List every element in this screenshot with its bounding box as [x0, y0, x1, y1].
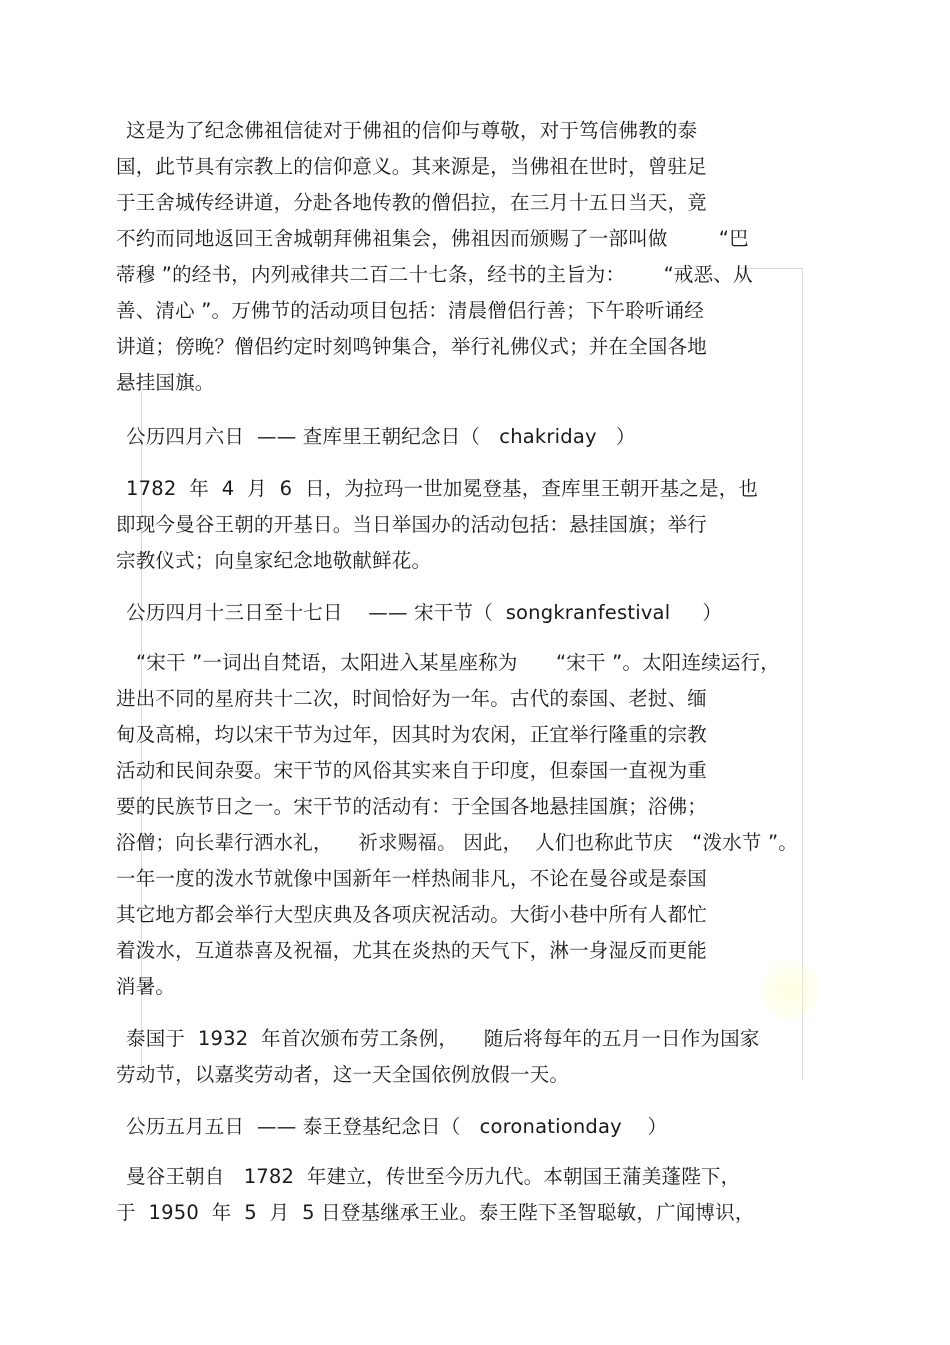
- light-glow: [760, 960, 820, 1020]
- text-line: 要的民族节日之一。宋干节的活动有：于全国各地悬挂国旗；浴佛；: [116, 795, 708, 818]
- text-line: 甸及高棉，均以宋干节为过年，因其时为农闲，正宜举行隆重的宗教: [116, 723, 708, 746]
- text-line: 劳动节，以嘉奖劳动者，这一天全国依例放假一天。: [116, 1063, 570, 1086]
- text-line: 讲道；傍晚？僧侣约定时刻鸣钟集合，举行礼佛仪式；并在全国各地: [116, 335, 708, 358]
- text-line: 国，此节具有宗教上的信仰意义。其来源是，当佛祖在世时，曾驻足: [116, 155, 708, 178]
- text-line: 于 1950 年 5 月 5 日登基继承王业。泰王陛下圣智聪敏，广闻博识，: [116, 1201, 755, 1224]
- text-line: 蒂穆 ”的经书，内列戒律共二百二十七条，经书的主旨为： “戒恶、从: [116, 263, 753, 286]
- text-line: 宗教仪式；向皇家纪念地敬献鲜花。: [116, 549, 432, 572]
- text-line: 1782 年 4 月 6 日，为拉玛一世加冕登基，查库里王朝开基之是，也: [126, 477, 759, 500]
- text-line: 不约而同地返回王舍城朝拜佛祖集会，佛祖因而颁赐了一部叫做 “巴: [116, 227, 749, 250]
- text-line: 浴僧；向长辈行洒水礼， 祈求赐福。 因此， 人们也称此节庆 “泼水节 ”。: [116, 831, 798, 854]
- text-line: 善、清心 ”。万佛节的活动项目包括：清晨僧侣行善；下午聆听诵经: [116, 299, 705, 322]
- text-line: 即现今曼谷王朝的开基日。当日举国办的活动包括：悬挂国旗；举行: [116, 513, 708, 536]
- text-line: 消暑。: [116, 975, 176, 998]
- text-line: 其它地方都会举行大型庆典及各项庆祝活动。大街小巷中所有人都忙: [116, 903, 708, 926]
- text-line: 泰国于 1932 年首次颁布劳工条例， 随后将每年的五月一日作为国家: [126, 1027, 760, 1050]
- section-heading: 公历四月十三日至十七日 —— 宋干节（ songkranfestival ）: [126, 601, 723, 624]
- text-line: 着泼水，互道恭喜及祝福，尤其在炎热的天气下，淋一身湿反而更能: [116, 939, 708, 962]
- frame-right-line: [802, 268, 803, 1080]
- text-line: 悬挂国旗。: [116, 371, 215, 394]
- text-line: 进出不同的星府共十二次，时间恰好为一年。古代的泰国、老挝、缅: [116, 687, 708, 710]
- text-line: 曼谷王朝自 1782 年建立，传世至今历九代。本朝国王蒲美蓬陛下，: [126, 1165, 741, 1188]
- text-line: 一年一度的泼水节就像中国新年一样热闹非凡，不论在曼谷或是泰国: [116, 867, 708, 890]
- text-line: “宋干 ”一词出自梵语，太阳进入某星座称为 “宋干 ”。太阳连续运行，: [136, 651, 780, 674]
- section-heading: 公历四月六日 —— 查库里王朝纪念日（ chakriday ）: [126, 425, 636, 448]
- text-line: 于王舍城传经讲道，分赴各地传教的僧侣拉，在三月十五日当天，竟: [116, 191, 708, 214]
- section-heading: 公历五月五日 —— 泰王登基纪念日（ coronationday ）: [126, 1115, 668, 1138]
- text-line: 活动和民间杂耍。宋干节的风俗其实来自于印度，但泰国一直视为重: [116, 759, 708, 782]
- text-line: 这是为了纪念佛祖信徒对于佛祖的信仰与尊敬，对于笃信佛教的泰: [126, 119, 698, 142]
